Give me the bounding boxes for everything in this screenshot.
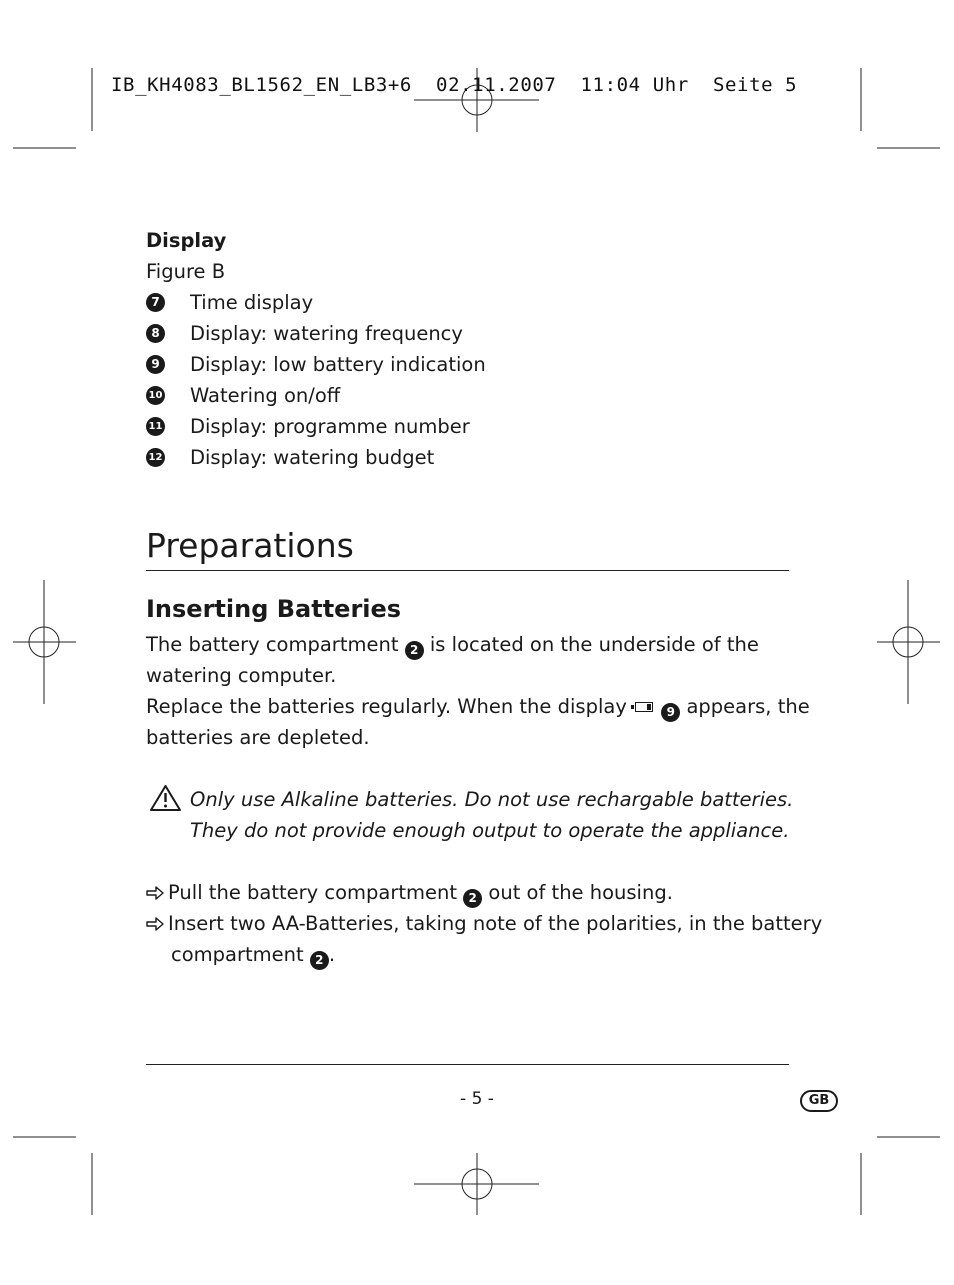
reference-badge: 2 bbox=[310, 951, 329, 970]
warning-text-line: Only use Alkaline batteries. Do not use rechargable batteries. bbox=[190, 788, 794, 811]
paragraph-line: Replace the batteries regularly. When the display 9 appears, the bbox=[146, 691, 810, 722]
step-arrow-icon bbox=[146, 917, 165, 931]
item-number-badge: 10 bbox=[146, 386, 165, 405]
item-label: Display: watering budget bbox=[190, 446, 435, 469]
item-label: Display: low battery indication bbox=[190, 353, 486, 376]
paragraph-line: watering computer. bbox=[146, 664, 337, 687]
section-title: Preparations bbox=[146, 526, 354, 565]
reference-badge: 9 bbox=[661, 703, 680, 722]
item-label: Watering on/off bbox=[190, 384, 341, 407]
title-divider bbox=[146, 570, 789, 571]
paragraph-line: batteries are depleted. bbox=[146, 726, 370, 749]
instruction-step: Pull the battery compartment 2 out of the housing. bbox=[146, 877, 673, 908]
warning-triangle-icon bbox=[149, 784, 182, 812]
footer-divider bbox=[146, 1064, 789, 1065]
print-slug-header: IB_KH4083_BL1562_EN_LB3+6 02.11.2007 11:04 Uhr Seite 5 bbox=[111, 74, 798, 96]
country-badge: GB bbox=[800, 1090, 838, 1112]
display-heading: Display bbox=[146, 229, 227, 252]
item-label: Time display bbox=[190, 291, 314, 314]
reference-badge: 2 bbox=[463, 889, 482, 908]
item-number-badge: 12 bbox=[146, 448, 165, 467]
subsection-title: Inserting Batteries bbox=[146, 595, 402, 623]
item-label: Display: watering frequency bbox=[190, 322, 463, 345]
step-arrow-icon bbox=[146, 886, 165, 900]
item-number-badge: 7 bbox=[146, 293, 165, 312]
item-number-badge: 11 bbox=[146, 417, 165, 436]
paragraph-line: The battery compartment 2 is located on the underside of the bbox=[146, 629, 759, 660]
item-label: Display: programme number bbox=[190, 415, 470, 438]
item-number-badge: 8 bbox=[146, 324, 165, 343]
figure-reference: Figure B bbox=[146, 260, 226, 283]
low-battery-icon bbox=[635, 702, 653, 712]
instruction-step: Insert two AA-Batteries, taking note of the polarities, in the battery bbox=[146, 908, 822, 939]
instruction-step-continuation: compartment 2 . bbox=[171, 939, 335, 970]
item-number-badge: 9 bbox=[146, 355, 165, 374]
page-number: - 5 - bbox=[460, 1089, 494, 1109]
warning-text-line: They do not provide enough output to operate the appliance. bbox=[190, 819, 790, 842]
reference-badge: 2 bbox=[405, 641, 424, 660]
